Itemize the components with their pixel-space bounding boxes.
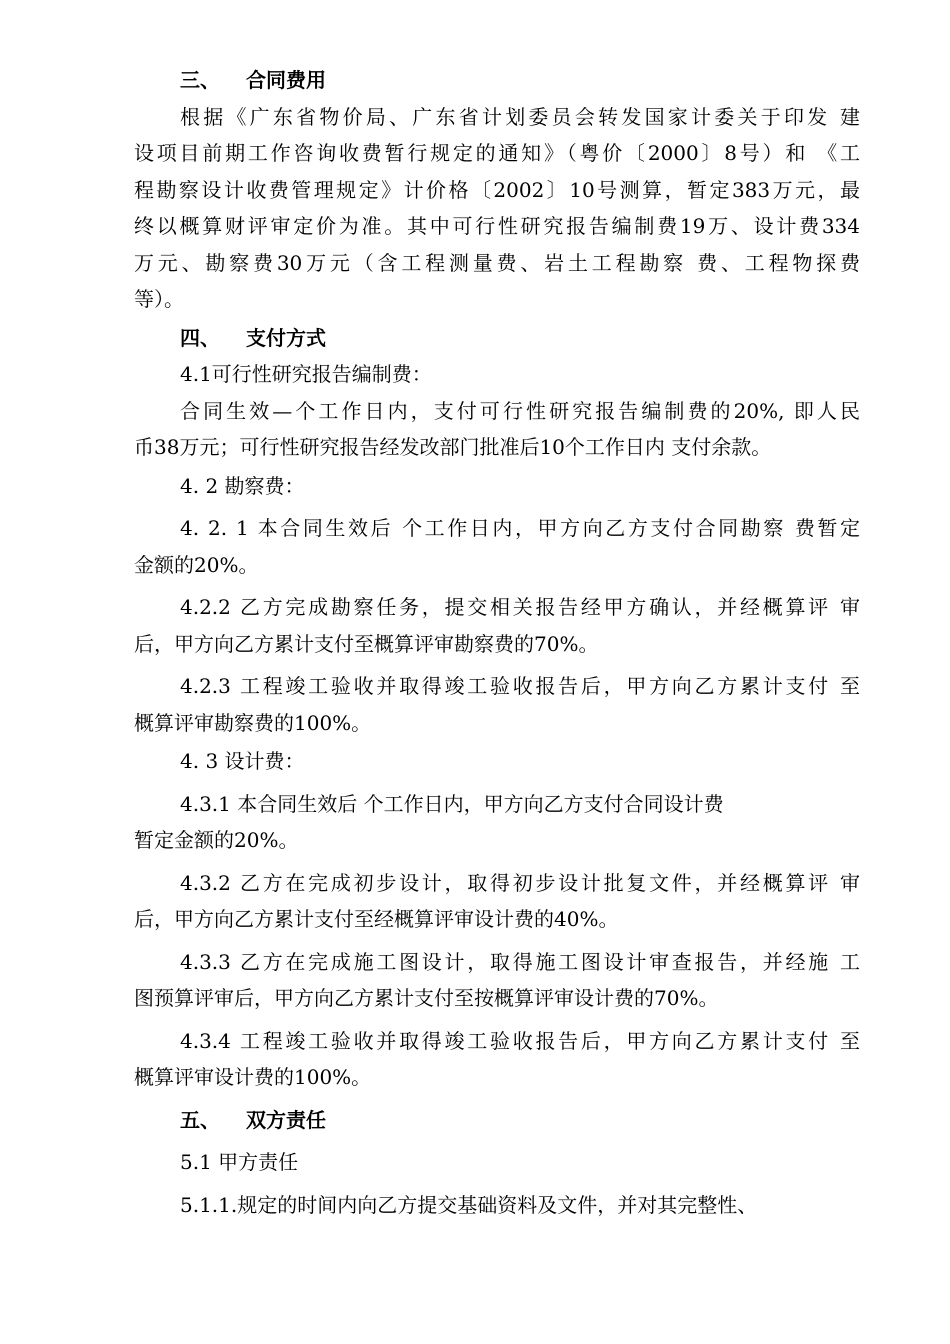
text-line: 4.3.2 乙方在完成初步设计，取得初步设计批复文件，并经概算评 审 xyxy=(180,870,860,895)
item-4-3-heading: 4. 3 设计费： xyxy=(180,749,305,773)
paragraph-4-2-3 xyxy=(134,668,860,741)
text-line: 币38万元；可行性研究报告经发改部门批准后10个工作日内 支付余款。 xyxy=(134,435,772,459)
text-line: 金额的20%。 xyxy=(134,552,259,577)
text-line: 4.3.3 乙方在完成施工图设计，取得施工图设计审查报告，并经施 工 xyxy=(180,949,860,974)
paragraph-5-1-1: 5.1.1.规定的时间内向乙方提交基础资料及文件，并对其完整性、 xyxy=(180,1192,758,1217)
section-number: 五、 xyxy=(180,1107,220,1132)
text-line: 终以概算财评审定价为准。其中可行性研究报告编制费19万、设计费334 xyxy=(134,214,860,238)
text-line: 后，甲方向乙方累计支付至概算评审勘察费的70%。 xyxy=(134,631,599,656)
section-heading-5 xyxy=(134,1102,860,1139)
paragraph-4-3-1 xyxy=(134,786,860,859)
paragraph-4-2-1 xyxy=(134,510,860,583)
text-line: 4.3.1 本合同生效后 个工作日内，甲方向乙方支付合同设计费 xyxy=(180,791,724,816)
text-line: 根据《广东省物价局、广东省计划委员会转发国家计委关于印发 建 xyxy=(180,104,860,129)
section-title: 双方责任 xyxy=(246,1107,326,1132)
text-line: 万元、勘察费30万元（含工程测量费、岩土工程勘察 费、工程物探费 xyxy=(134,250,860,275)
text-line: 后，甲方向乙方累计支付至经概算评审设计费的40%。 xyxy=(134,907,619,931)
paragraph-4-3-3 xyxy=(134,944,860,1017)
text-line: 4.2.3 工程竣工验收并取得竣工验收报告后，甲方向乙方累计支付 至 xyxy=(180,674,860,698)
paragraph-4-2-2 xyxy=(134,589,860,662)
section-title: 支付方式 xyxy=(246,325,326,350)
section-heading-3 xyxy=(134,62,860,99)
text-line: 设项目前期工作咨询收费暂行规定的通知》（粤价〔2000〕8号）和 《工 xyxy=(134,141,860,165)
text-line: 程勘察设计收费管理规定》计价格〔2002〕10号测算，暂定383万元，最 xyxy=(134,177,860,202)
text-line: 合同生效—个工作日内，支付可行性研究报告编制费的20%, 即人民 xyxy=(180,398,860,423)
text-line: 概算评审设计费的100%。 xyxy=(134,1065,372,1089)
section-title: 合同费用 xyxy=(246,68,326,92)
text-line: 4.3.4 工程竣工验收并取得竣工验收报告后，甲方向乙方累计支付 至 xyxy=(180,1028,860,1053)
document-body xyxy=(134,62,860,1223)
text-line: 4. 2. 1 本合同生效后 个工作日内，甲方向乙方支付合同勘察 费暂定 xyxy=(180,516,860,540)
paragraph-4-3-2 xyxy=(134,865,860,938)
text-line: 等）。 xyxy=(134,287,184,311)
paragraph-contract-fee xyxy=(134,99,860,318)
text-line: 暂定金额的20%。 xyxy=(134,828,299,852)
section-heading-4 xyxy=(134,320,860,357)
paragraph-4-1 xyxy=(134,393,860,466)
item-5-1-heading: 5.1 甲方责任 xyxy=(180,1150,299,1174)
text-line: 4.2.2 乙方完成勘察任务，提交相关报告经甲方确认，并经概算评 审 xyxy=(180,595,860,619)
section-number: 三、 xyxy=(180,68,220,92)
text-line: 图预算评审后，甲方向乙方累计支付至按概算评审设计费的70%。 xyxy=(134,986,719,1010)
section-number: 四、 xyxy=(180,325,220,350)
paragraph-4-3-4 xyxy=(134,1023,860,1096)
text-line: 概算评审勘察费的100%。 xyxy=(134,710,372,735)
item-4-2-heading: 4. 2 勘察费： xyxy=(180,473,305,498)
item-4-1-heading: 4.1可行性研究报告编制费： xyxy=(180,362,432,386)
